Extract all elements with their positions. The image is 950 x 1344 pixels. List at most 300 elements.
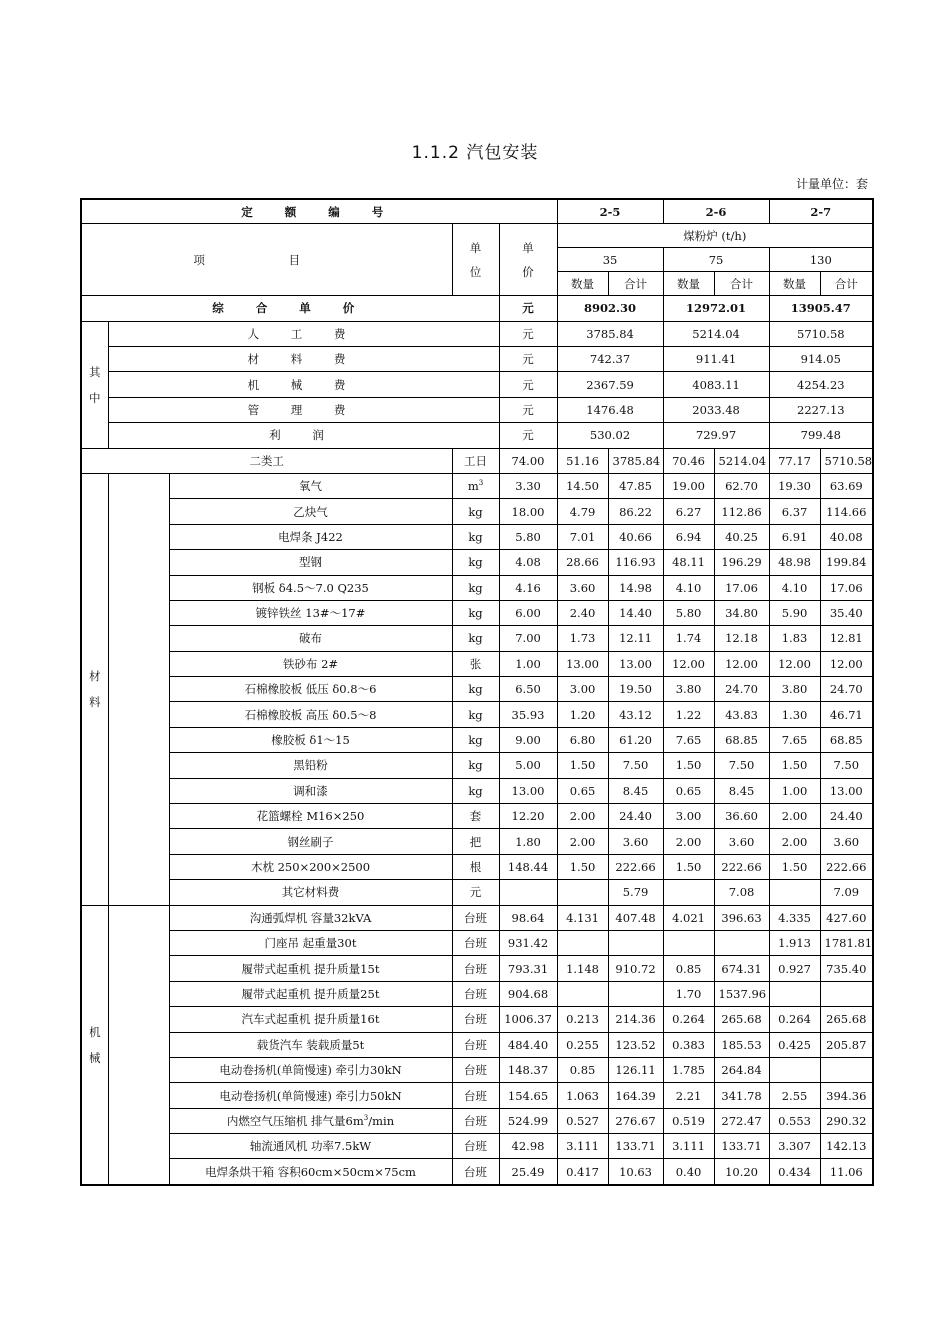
labor-cell: 51.16 [557,448,608,473]
item-cell: 0.264 [663,1007,714,1032]
item-cell: 133.71 [608,1134,663,1159]
item-cell: 4.10 [663,575,714,600]
item-unit-text: kg [468,758,483,773]
item-cell: 1.22 [663,702,714,727]
material-row [81,473,873,498]
item-unit [452,473,499,498]
item-cell: 2.40 [557,600,608,625]
item-cell: 126.11 [608,1057,663,1082]
item-price: 148.37 [499,1057,557,1082]
item-cell: 3.60 [714,829,769,854]
item-cell: 63.69 [820,473,873,498]
item-cell: 17.06 [714,575,769,600]
item-cell: 35.40 [820,600,873,625]
item-cell: 910.72 [608,956,663,981]
sum-header: 合计 [714,272,769,296]
item-cell: 222.66 [608,854,663,879]
quota-table [80,198,874,1186]
item-cell [663,930,714,955]
item-cell [557,880,608,905]
machinery-row [81,930,873,955]
item-cell: 28.66 [557,550,608,575]
item-cell: 0.85 [557,1057,608,1082]
quota-no-label: 定 额 编 号 [81,199,557,224]
item-name [169,575,452,600]
item-cell: 1.74 [663,626,714,651]
machinery-group-label [81,905,108,1185]
item-name-text: 破布 [299,631,322,646]
cost-item-label: 人 工 费 [108,321,499,346]
item-cell: 114.66 [820,499,873,524]
sum-header: 合计 [608,272,663,296]
machinery-group-label-text: 机械 [89,1024,101,1065]
item-name-text: 乙炔气 [293,504,328,519]
item-cell: 62.70 [714,473,769,498]
item-cell: 43.12 [608,702,663,727]
item-unit-text: 台班 [464,961,487,976]
item-unit [452,524,499,549]
among-group-label [81,321,108,448]
item-cell [769,981,820,1006]
item-cell [557,981,608,1006]
material-row [81,575,873,600]
item-name-text: 花篮螺栓 M16×250 [256,809,365,824]
item-cell: 0.519 [663,1108,714,1133]
cost-item-value: 729.97 [663,423,769,448]
item-price: 7.00 [499,626,557,651]
item-cell: 0.213 [557,1007,608,1032]
item-name-text: 镀锌铁丝 13#～17# [255,606,366,621]
item-cell: 8.45 [608,778,663,803]
item-name-text: 门座吊 起重量30t [264,936,357,951]
item-name [169,499,452,524]
materials-group-label [81,473,108,905]
item-unit-text: 把 [469,834,482,849]
item-name-sup: 3 [363,1114,369,1123]
cost-item-value: 2367.59 [557,372,663,397]
item-name-text: 石棉橡胶板 高压 δ0.5～8 [244,707,377,722]
item-cell: 2.00 [769,804,820,829]
item-cell: 341.78 [714,1083,769,1108]
item-unit-text: kg [468,580,483,595]
cost-item-value: 799.48 [769,423,873,448]
item-name [169,905,452,930]
item-unit [452,956,499,981]
cost-item-unit: 元 [499,397,557,422]
capacity-75: 75 [663,248,769,272]
item-unit-text: kg [468,529,483,544]
item-unit [452,981,499,1006]
material-row [81,702,873,727]
item-cell: 36.60 [714,804,769,829]
item-unit-text: 台班 [464,986,487,1001]
item-name-text: 汽车式起重机 提升质量16t [241,1012,380,1027]
cost-breakdown-row [81,397,873,422]
item-price: 1.00 [499,651,557,676]
item-unit-text: 台班 [464,1113,487,1128]
item-cell: 47.85 [608,473,663,498]
item-cell: 7.65 [769,727,820,752]
item-cell [820,981,873,1006]
item-cell: 112.86 [714,499,769,524]
item-unit [452,829,499,854]
item-unit-text: 台班 [464,1063,487,1078]
item-cell: 12.00 [663,651,714,676]
item-unit-text: 套 [469,809,482,824]
cost-item-value: 2227.13 [769,397,873,422]
item-price: 42.98 [499,1134,557,1159]
cost-item-value: 2033.48 [663,397,769,422]
item-unit-text: kg [468,707,483,722]
item-unit-text: 台班 [464,1088,487,1103]
item-price: 98.64 [499,905,557,930]
item-cell: 5.80 [663,600,714,625]
cost-breakdown-row [81,346,873,371]
item-cell: 164.39 [608,1083,663,1108]
item-name-text: 型钢 [299,555,322,570]
item-unit-text: kg [468,631,483,646]
item-cell: 5.90 [769,600,820,625]
item-unit [452,880,499,905]
item-cell: 1.50 [769,854,820,879]
material-row [81,524,873,549]
labor-cell: 5214.04 [714,448,769,473]
cost-item-value: 5710.58 [769,321,873,346]
item-cell: 68.85 [820,727,873,752]
item-cell: 6.91 [769,524,820,549]
cost-breakdown-row [81,321,873,346]
item-cell: 1.70 [663,981,714,1006]
item-cell: 1.83 [769,626,820,651]
material-row [81,778,873,803]
item-cell: 133.71 [714,1134,769,1159]
item-price [499,880,557,905]
item-price: 484.40 [499,1032,557,1057]
item-unit-text: 台班 [464,910,487,925]
item-cell: 0.553 [769,1108,820,1133]
item-name-tail: /min [368,1113,395,1128]
material-row [81,550,873,575]
item-cell: 12.11 [608,626,663,651]
item-unit-text: 台班 [464,1012,487,1027]
quota-code-3: 2-7 [769,199,873,224]
item-unit-text: kg [468,606,483,621]
item-cell: 1.148 [557,956,608,981]
item-name [169,1083,452,1108]
item-price: 25.49 [499,1159,557,1185]
item-cell: 394.36 [820,1083,873,1108]
item-name [169,727,452,752]
qty-header: 数量 [769,272,820,296]
item-cell: 10.63 [608,1159,663,1185]
item-cell: 17.06 [820,575,873,600]
item-cell: 2.00 [557,829,608,854]
item-name [169,600,452,625]
item-unit-text: 元 [469,885,482,900]
item-cell: 12.00 [714,651,769,676]
cost-item-value: 914.05 [769,346,873,371]
material-row [81,499,873,524]
item-name [169,677,452,702]
item-cell: 222.66 [820,854,873,879]
item-cell: 1.50 [663,854,714,879]
item-unit [452,1083,499,1108]
material-row [81,880,873,905]
item-cell: 2.00 [769,829,820,854]
item-unit [452,753,499,778]
item-price: 9.00 [499,727,557,752]
item-cell: 0.927 [769,956,820,981]
item-cell: 407.48 [608,905,663,930]
item-cell: 3.111 [557,1134,608,1159]
item-unit-text: 台班 [464,1139,487,1154]
item-cell: 13.00 [820,778,873,803]
cost-item-unit: 元 [499,346,557,371]
item-cell [663,880,714,905]
item-unit [452,677,499,702]
composite-unit: 元 [499,296,557,322]
item-price: 524.99 [499,1108,557,1133]
cost-item-value: 4254.23 [769,372,873,397]
item-price: 35.93 [499,702,557,727]
capacity-130: 130 [769,248,873,272]
item-label: 项 目 [81,224,452,296]
cost-item-value: 742.37 [557,346,663,371]
item-price: 931.42 [499,930,557,955]
item-unit-text: m [467,479,479,494]
material-row [81,854,873,879]
item-cell: 2.00 [557,804,608,829]
labor-cell: 77.17 [769,448,820,473]
item-name-text: 载货汽车 装载质量5t [256,1037,365,1052]
material-row [81,600,873,625]
item-name [169,473,452,498]
machinery-row [81,1134,873,1159]
item-unit [452,550,499,575]
item-unit-text: 张 [469,656,482,671]
item-unit [452,804,499,829]
item-name-text: 木枕 250×200×2500 [250,859,371,874]
item-cell: 3.111 [663,1134,714,1159]
item-cell: 3.60 [608,829,663,854]
item-cell: 12.00 [820,651,873,676]
item-name [169,702,452,727]
item-cell: 7.09 [820,880,873,905]
item-unit [452,1032,499,1057]
item-cell: 4.79 [557,499,608,524]
item-cell: 3.60 [557,575,608,600]
item-price: 5.00 [499,753,557,778]
item-cell: 1.30 [769,702,820,727]
item-cell: 1.063 [557,1083,608,1108]
item-cell: 3.80 [769,677,820,702]
item-name-text: 其它材料费 [281,885,340,900]
item-price: 18.00 [499,499,557,524]
item-cell: 735.40 [820,956,873,981]
machinery-row [81,956,873,981]
item-unit-text: kg [468,555,483,570]
item-cell: 185.53 [714,1032,769,1057]
machinery-row [81,981,873,1006]
item-price: 1006.37 [499,1007,557,1032]
item-name-text: 橡胶板 δ1～15 [271,733,350,748]
cost-item-unit: 元 [499,423,557,448]
item-unit [452,905,499,930]
item-name-text: 氧气 [299,479,322,494]
item-name [169,1057,452,1082]
item-cell: 0.264 [769,1007,820,1032]
item-cell: 46.71 [820,702,873,727]
item-cell: 1.00 [769,778,820,803]
cost-item-value: 530.02 [557,423,663,448]
item-cell: 0.434 [769,1159,820,1185]
item-price: 6.00 [499,600,557,625]
item-cell: 61.20 [608,727,663,752]
item-cell: 40.08 [820,524,873,549]
item-cell: 12.81 [820,626,873,651]
item-cell: 13.00 [557,651,608,676]
labor-label: 二类工 [81,448,452,473]
item-cell: 7.01 [557,524,608,549]
item-cell: 1.50 [557,753,608,778]
item-cell: 1.50 [769,753,820,778]
item-name [169,1108,452,1133]
item-name [169,778,452,803]
item-cell: 14.50 [557,473,608,498]
item-unit [452,702,499,727]
item-cell: 7.65 [663,727,714,752]
item-cell: 142.13 [820,1134,873,1159]
item-unit-text: 台班 [464,1037,487,1052]
item-unit [452,727,499,752]
item-price: 4.16 [499,575,557,600]
item-cell [769,1057,820,1082]
item-name-text: 铁砂布 2# [282,656,339,671]
item-unit [452,1057,499,1082]
item-cell: 0.527 [557,1108,608,1133]
cost-breakdown-row [81,423,873,448]
item-cell: 7.50 [820,753,873,778]
item-name-text: 钢板 δ4.5～7.0 Q235 [252,580,369,595]
cost-item-value: 911.41 [663,346,769,371]
item-cell: 1537.96 [714,981,769,1006]
item-cell: 3.60 [820,829,873,854]
item-unit-text: kg [468,783,483,798]
item-price: 6.50 [499,677,557,702]
item-cell: 24.70 [714,677,769,702]
item-cell: 264.84 [714,1057,769,1082]
item-cell: 48.98 [769,550,820,575]
cost-item-unit: 元 [499,321,557,346]
item-unit [452,778,499,803]
machinery-row [81,1159,873,1185]
item-price: 4.08 [499,550,557,575]
item-unit-text: kg [468,733,483,748]
item-cell: 13.00 [608,651,663,676]
item-cell: 11.06 [820,1159,873,1185]
item-price: 3.30 [499,473,557,498]
qty-header: 数量 [557,272,608,296]
cost-item-label: 管 理 费 [108,397,499,422]
item-name-text: 轴流通风机 功率7.5kW [249,1139,372,1154]
item-price: 5.80 [499,524,557,549]
among-label-text: 其中 [89,364,101,405]
material-row [81,651,873,676]
item-name-text: 内燃空气压缩机 排气量6m [226,1113,364,1128]
item-unit [452,626,499,651]
composite-value: 8902.30 [557,296,663,322]
item-price: 13.00 [499,778,557,803]
labor-row [81,448,873,473]
item-name [169,956,452,981]
item-cell: 3.80 [663,677,714,702]
item-name [169,829,452,854]
item-cell: 272.47 [714,1108,769,1133]
item-cell [769,880,820,905]
item-cell: 48.11 [663,550,714,575]
item-unit-sup: 3 [478,479,484,488]
item-cell: 0.65 [663,778,714,803]
item-cell: 10.20 [714,1159,769,1185]
item-name [169,1032,452,1057]
item-unit-text: 台班 [464,1164,487,1179]
item-cell: 43.83 [714,702,769,727]
cost-item-value: 4083.11 [663,372,769,397]
item-price: 148.44 [499,854,557,879]
item-cell: 1.73 [557,626,608,651]
qty-header: 数量 [663,272,714,296]
item-cell: 24.70 [820,677,873,702]
composite-value: 12972.01 [663,296,769,322]
unit-col-header-text: 单位 [469,240,482,279]
material-row [81,829,873,854]
item-cell: 265.68 [714,1007,769,1032]
item-unit [452,651,499,676]
item-cell: 1.913 [769,930,820,955]
sum-header: 合计 [820,272,873,296]
item-unit [452,499,499,524]
item-name-text: 电动卷扬机(单筒慢速) 牵引力30kN [219,1063,402,1078]
item-cell: 427.60 [820,905,873,930]
item-cell: 14.98 [608,575,663,600]
composite-label: 综 合 单 价 [81,296,499,322]
cost-item-label: 材 料 费 [108,346,499,371]
item-cell: 4.335 [769,905,820,930]
item-cell: 0.85 [663,956,714,981]
item-cell: 40.66 [608,524,663,549]
cost-item-unit: 元 [499,372,557,397]
item-cell: 0.425 [769,1032,820,1057]
item-unit [452,1007,499,1032]
item-cell: 2.55 [769,1083,820,1108]
item-cell: 12.18 [714,626,769,651]
item-cell: 7.08 [714,880,769,905]
item-cell: 396.63 [714,905,769,930]
item-cell: 24.40 [608,804,663,829]
item-cell: 2.00 [663,829,714,854]
item-unit-text: 台班 [464,936,487,951]
price-col-header-text: 单价 [522,240,534,279]
item-cell: 6.27 [663,499,714,524]
item-cell: 222.66 [714,854,769,879]
composite-value: 13905.47 [769,296,873,322]
machinery-row [81,1032,873,1057]
item-price: 154.65 [499,1083,557,1108]
item-cell: 4.131 [557,905,608,930]
item-cell: 3.307 [769,1134,820,1159]
item-cell: 19.00 [663,473,714,498]
item-price: 793.31 [499,956,557,981]
